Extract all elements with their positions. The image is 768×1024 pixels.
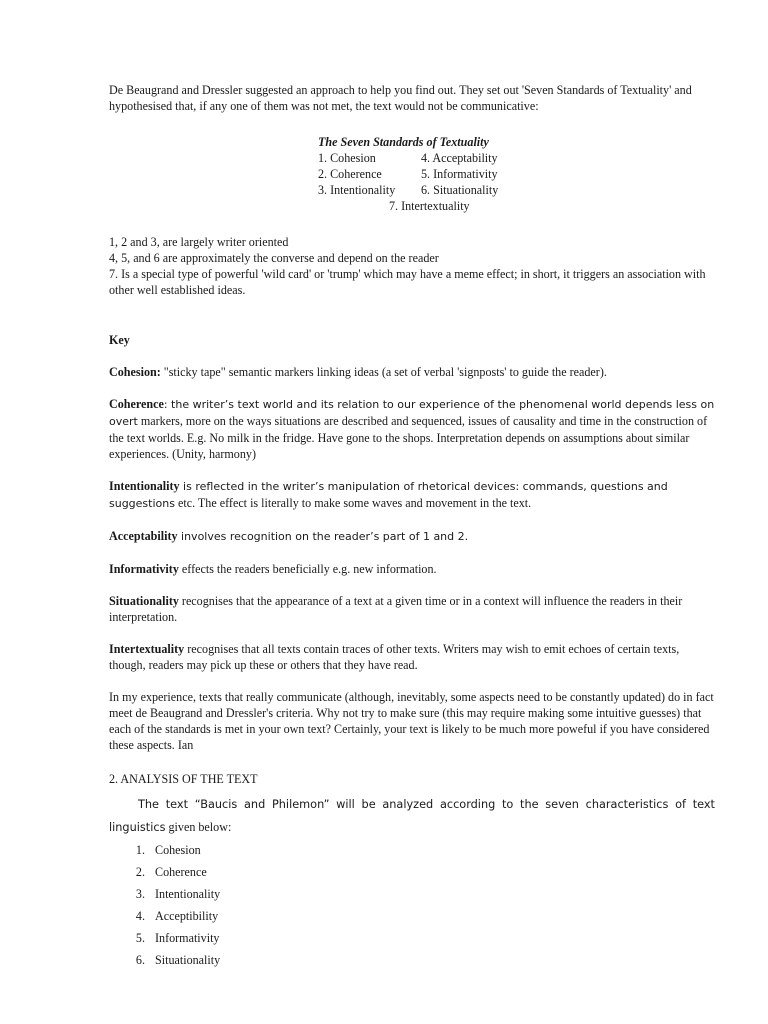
list-label: Situationality: [155, 953, 221, 967]
list-item: [109, 883, 715, 905]
list-label: Cohesion: [155, 843, 201, 857]
list-item: [109, 905, 715, 927]
analysis-paragraph: [109, 793, 715, 839]
list-label: Intentionality: [155, 887, 221, 901]
key-definition: recognises that the appearance of a text at a given time or in a context will influence the readers in their interpretation.: [109, 594, 683, 624]
key-heading: Key: [109, 333, 130, 347]
standard-item: 5. Informativity: [421, 167, 498, 181]
key-term: Informativity: [109, 562, 179, 576]
key-term: Situationality: [109, 594, 179, 608]
key-definition-sans: involves recognition on the reader’s part of 1 and 2.: [177, 530, 469, 543]
key-definition: "sticky tape" semantic markers linking ideas (a set of verbal 'signposts' to guide the reader).: [160, 365, 607, 379]
analysis-text: given below:: [165, 820, 232, 834]
key-definition-sans: is reflected in the writer’s manipulation of rhetorical devices: commands, questions and suggestions: [109, 480, 668, 510]
standards-row: [318, 150, 715, 166]
analysis-text-sans: The text “Baucis and Philemon” will be analyzed according to the seven characteristics of text linguistics: [109, 798, 715, 834]
standard-item: 4. Acceptability: [421, 151, 498, 165]
list-number: 5.: [135, 931, 145, 945]
list-label: Acceptibility: [155, 909, 219, 923]
standards-row: [318, 182, 715, 198]
note-line: 4, 5, and 6 are approximately the converse and depend on the reader: [109, 251, 439, 265]
list-label: Informativity: [155, 931, 220, 945]
closing-paragraph: In my experience, texts that really communicate (although, inevitably, some aspects need to be constantly updated) do in fact meet de Beaugrand and Dressler's criteria. Why not try to make sure (this may require making some intuitive guesses) that each of the standards is met in your own text? Certainly, your text is likely to be much more poweful if you have considered these aspects. Ian: [109, 690, 714, 752]
key-definition: etc. The effect is literally to make some waves and movement in the text.: [174, 496, 532, 510]
key-entry-coherence: [109, 396, 715, 462]
key-definition-sans: : the writer’s text world and its relation to our experience of the phenomenal world depends less on overt: [109, 398, 715, 428]
standards-notes: [109, 234, 715, 298]
standards-box: [318, 134, 715, 214]
list-item: [109, 861, 715, 883]
key-entry-intertextuality: [109, 641, 715, 673]
list-number: 3.: [135, 887, 145, 901]
standard-item: 6. Situationality: [421, 183, 499, 197]
list-label: Coherence: [155, 865, 207, 879]
standards-title: The Seven Standards of Textuality: [318, 135, 489, 149]
standard-item: 1. Cohesion: [318, 151, 376, 165]
key-entry-acceptability: [109, 528, 715, 545]
key-term: Coherence: [109, 397, 164, 411]
standard-item: 2. Coherence: [318, 167, 382, 181]
intro-paragraph: De Beaugrand and Dressler suggested an approach to help you find out. They set out 'Seven Standards of Textuality' and hypothesised that, if any one of them was not met, the text would not be communicative:: [109, 83, 692, 113]
note-line: 1, 2 and 3, are largely writer oriented: [109, 235, 289, 249]
list-number: 1.: [135, 843, 145, 857]
key-entry-cohesion: [109, 364, 715, 380]
standards-row-last: [318, 198, 715, 214]
key-term: Intentionality: [109, 479, 180, 493]
standard-item: 3. Intentionality: [318, 183, 396, 197]
list-item: [109, 949, 715, 971]
characteristics-list: [109, 839, 715, 971]
standards-row: [318, 166, 715, 182]
note-line: 7. Is a special type of powerful 'wild card' or 'trump' which may have a meme effect; in short, it triggers an association with other well established ideas.: [109, 267, 706, 297]
section-heading: 2. ANALYSIS OF THE TEXT: [109, 772, 258, 786]
key-term: Acceptability: [109, 529, 178, 543]
key-entry-informativity: [109, 561, 715, 577]
key-entry-situationality: [109, 593, 715, 625]
key-term: Cohesion:: [109, 365, 161, 379]
key-definition: effects the readers beneficially e.g. new information.: [178, 562, 437, 576]
key-definition: recognises that all texts contain traces of other texts. Writers may wish to emit echoes of certain texts, though, readers may pick up these or others that they have read.: [109, 642, 680, 672]
document-page: [109, 82, 715, 971]
list-item: [109, 839, 715, 861]
list-number: 6.: [135, 953, 145, 967]
key-term: Intertextuality: [109, 642, 185, 656]
key-definition: markers, more on the ways situations are described and sequenced, issues of causality and time in the construction of the text worlds. E.g. No milk in the fridge. Have gone to the shops. Interpretation depends on assumptions about similar experiences. (Unity, harmony): [109, 414, 708, 461]
standard-item: 7. Intertextuality: [389, 199, 470, 213]
list-number: 4.: [135, 909, 145, 923]
key-entry-intentionality: [109, 478, 715, 512]
list-number: 2.: [135, 865, 145, 879]
list-item: [109, 927, 715, 949]
